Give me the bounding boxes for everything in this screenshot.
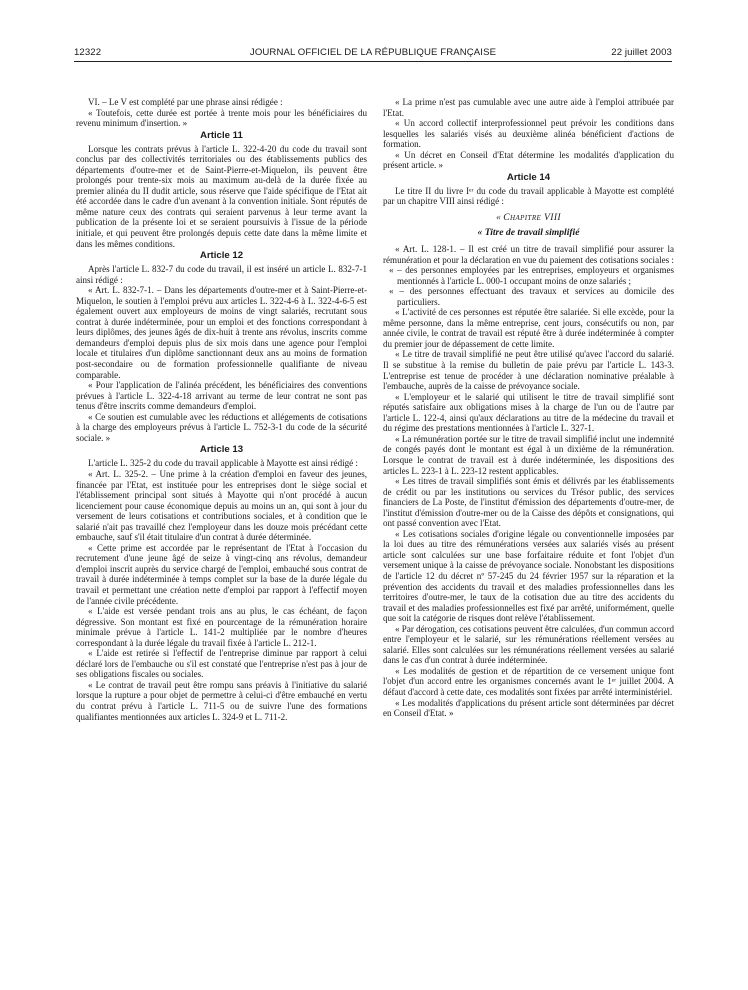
right-column: [383, 97, 674, 719]
page-header: [74, 44, 672, 60]
publication-date: 22 juillet 2003: [611, 47, 672, 58]
article-13-heading: Article 13: [199, 444, 244, 456]
left-column: [76, 97, 367, 722]
paragraph: « Ce soutien est cumulable avec les réductions et allégements de cotisations à la charge des employeurs prévus à l'article L. 752-3-1 du code de la sécurité sociale. »: [76, 411, 367, 443]
paragraph: « L'aide est versée pendant trois ans au plus, le cas échéant, de façon dégressive. Son montant est fixé en pourcentage de la rémunération horaire minimale prévue à l'article L. 141-2 multipliée par le nombre d'heures correspondant à la durée légale du travail fixée à l'article L. 212-1.: [76, 606, 367, 648]
paragraph: « L'aide est retirée si l'effectif de l'entreprise diminue par rapport à celui déclaré lors de l'embauche ou s'il est constaté que l'entreprise n'est pas à jour de ses obligations fiscales ou sociales.: [76, 648, 367, 680]
paragraph: « La rémunération portée sur le titre de travail simplifié inclut une indemnité de congés payés dont le montant est égal à un dixième de la rémunération. Lorsque le contrat de travail est à durée indéterminée, les dispositions des articles L. 223-1 à L. 223-12 restent applicables.: [383, 433, 674, 476]
article-12-heading: Article 12: [199, 250, 244, 262]
journal-title: JOURNAL OFFICIEL DE LA RÉPUBLIQUE FRANÇAISE: [249, 47, 497, 58]
chapter-subtitle: « Titre de travail simplifié: [477, 227, 580, 239]
paragraph: « Toutefois, cette durée est portée à trente mois pour les bénéficiaires du revenu minimum d'insertion. »: [76, 107, 367, 129]
paragraph: Lorsque les contrats prévus à l'article L. 322-4-20 du code du travail sont conclus par des collectivités territoriales ou des établissements publics des départements d'outre-mer et de Saint-Pierre-et-Miquelon, ils peuvent être prolongés pour trente-six mois au maximum au-delà de la durée fixée au premier alinéa du II dudit article, sous réserve que l'aide spécifique de l'Etat ait été accordée dans le cadre d'un avenant à la convention initiale. Sont réputés de même nature ceux des contrats qui seraient parvenus à leur terme avant la publication de la présente loi et se seraient poursuivis à l'issue de la période initiale, et qui peuvent être prolongés depuis cette date dans la même limite et dans les mêmes conditions.: [76, 143, 367, 249]
list-item: « – des personnes effectuant des travaux et services au domicile des particuliers.: [389, 286, 674, 307]
paragraph: « Art. L. 832-7-1. – Dans les départements d'outre-mer et à Saint-Pierre-et-Miquelon, le soutien à l'emploi prévu aux articles L. 322-4-6 à L. 322-4-6-5 est également ouvert aux employeurs de moins de vingt salariés, recrutant sous contrat à durée indéterminée, pour un emploi et des fonctions correspondant à leurs diplômes, des jeunes âgés de dix-huit à trente ans révolus, inscrits comme demandeurs d'emploi depuis plus de six mois dans une agence pour l'emploi locale et titulaires d'un diplôme sanctionnant deux ans au moins de formation post-secondaire ou de formation professionnelle qualifiante de niveau comparable.: [76, 285, 367, 380]
article-11-heading: Article 11: [200, 129, 243, 141]
chapter-open-quote: «: [495, 211, 504, 223]
paragraph: « Les modalités d'applications du présent article sont déterminées par décret en Conseil d'Etat. »: [383, 697, 674, 719]
paragraph: VI. – Le V est complété par une phrase ainsi rédigée :: [88, 97, 283, 107]
paragraph: « Le titre de travail simplifié ne peut être utilisé qu'avec l'accord du salarié. Il se substitue à la remise du bulletin de paie prévu par l'article L. 143-3. L'entreprise est tenue de procéder à une déclaration nominative préalable à l'embauche, auprès de la caisse de prévoyance sociale.: [383, 349, 674, 392]
paragraph: « Un décret en Conseil d'Etat détermine les modalités d'application du présent article. »: [383, 149, 674, 171]
paragraph: « L'activité de ces personnes est réputée être salariée. Si elle excède, pour la même personne, dans la même entreprise, cent jours, consécutifs ou non, par année civile, le contrat de travail est réputé être à durée indéterminée à compter du premier jour de dépassement de cette limite.: [383, 307, 674, 349]
page-number: 12322: [74, 47, 102, 58]
paragraph: « Par dérogation, ces cotisations peuvent être calculées, d'un commun accord entre l'employeur et le salarié, sur les rémunérations réellement versées au salarié. Elles sont calculées sur les rémunérations réellement versées au salarié dans le cas d'un contrat à durée indéterminée.: [383, 623, 674, 666]
header-rule: [74, 61, 672, 62]
paragraph: « Art. L. 325-2. – Une prime à la création d'emploi en faveur des jeunes, financée par l'Etat, est instituée pour les entreprises dont le siège social et l'établissement principal sont situés à Mayotte qui n'ont procédé à aucun licenciement pour cause économique depuis au moins un an, qui sont à jour du versement de leurs cotisations et contributions sociales, et à condition que le salarié n'ait pas travaillé chez l'employeur dans les douze mois précédant cette embauche, sauf s'il était titulaire d'un contrat à durée déterminée.: [76, 468, 367, 543]
paragraph: « L'employeur et le salarié qui utilisent le titre de travail simplifié sont réputés satisfaire aux obligations mises à la charge de l'un ou de l'autre par l'article L. 122-4, ainsi qu'aux déclarations au titre de la médecine du travail et du régime des prestations mentionnées à l'article L. 327-1.: [383, 391, 674, 434]
chapter-heading: [383, 213, 674, 224]
paragraph: Le titre II du livre Iᵉʳ du code du travail applicable à Mayotte est complété par un chapitre VIII ainsi rédigé :: [383, 185, 674, 207]
paragraph: L'article L. 325-2 du code du travail applicable à Mayotte est ainsi rédigé :: [88, 458, 358, 469]
chapter-title: Chapitre VIII: [503, 211, 562, 223]
paragraph: « Les cotisations sociales d'origine légale ou conventionnelle imposées par la loi dues au titre des rémunérations versées aux salariés visés au présent article sont calculées sur une base forfaitaire réduite et font l'objet d'un versement unique à la caisse de prévoyance sociale. Nonobstant les dispositions de l'article 12 du décret nº 57-245 du 24 février 1957 sur la réparation et la prévention des accidents du travail et des maladies professionnelles dans les territoires d'outre-mer, le taux de la cotisation due au titre des accidents du travail et des maladies professionnelles est fixé par arrêté, uniformément, quelle que soit la catégorie de risques dont relève l'établissement.: [383, 528, 674, 624]
paragraph: « Le contrat de travail peut être rompu sans préavis à l'initiative du salarié lorsque la rupture a pour objet de permettre à celui-ci d'être embauché en vertu du contrat prévu à l'article L. 711-5 ou de suivre l'une des formations qualifiantes mentionnées aux articles L. 324-9 et L. 711-2.: [76, 679, 367, 722]
paragraph: « Les modalités de gestion et de répartition de ce versement unique font l'objet d'un accord entre les organismes concernés avant le 1ᵉʳ juillet 2004. A défaut d'accord à cette date, ces modalités sont fixées par arrêté interministériel.: [383, 665, 674, 697]
paragraph: « Un accord collectif interprofessionnel peut prévoir les conditions dans lesquelles les salariés visés au deuxième alinéa bénéficient d'actions de formation.: [383, 118, 674, 150]
list-item: « – des personnes employées par les entreprises, employeurs et organismes mentionnés à l'article L. 000-1 occupant moins de onze salariés ;: [389, 265, 674, 286]
paragraph: Après l'article L. 832-7 du code du travail, il est inséré un article L. 832-7-1 ainsi rédigé :: [76, 264, 367, 285]
paragraph: « Art. L. 128-1. – Il est créé un titre de travail simplifié pour assurer la rémunération et pour la déclaration en vue du paiement des cotisations sociales :: [383, 244, 674, 265]
paragraph: « Les titres de travail simplifiés sont émis et délivrés par les établissements de crédit ou par les institutions ou services du Trésor public, des services financiers de La Poste, de l'institut d'émission des départements d'outre-mer, de l'institut d'émission d'outre-mer ou de la Caisse des dépôts et consignations, qui ont passé convention avec l'Etat.: [383, 476, 674, 529]
article-14-heading: Article 14: [506, 171, 551, 183]
paragraph: « La prime n'est pas cumulable avec une autre aide à l'emploi attribuée par l'Etat.: [383, 97, 674, 118]
paragraph: « Cette prime est accordée par le représentant de l'Etat à l'occasion du recrutement d'une jeune âgé de seize à vingt-cinq ans révolus, demandeur d'emploi inscrit auprès du service chargé de l'emploi, embauché sous contrat de travail à durée indéterminée à temps complet sur la base de la durée légale du travail et permettant une création nette d'emploi par rapport à l'effectif moyen de l'année civile précédente.: [76, 542, 367, 606]
paragraph: « Pour l'application de l'alinéa précédent, les bénéficiaires des conventions prévues à l'article L. 322-4-18 arrivant au terme de leur contrat ne sont pas tenus d'être inscrits comme demandeurs d'emploi.: [76, 380, 367, 412]
